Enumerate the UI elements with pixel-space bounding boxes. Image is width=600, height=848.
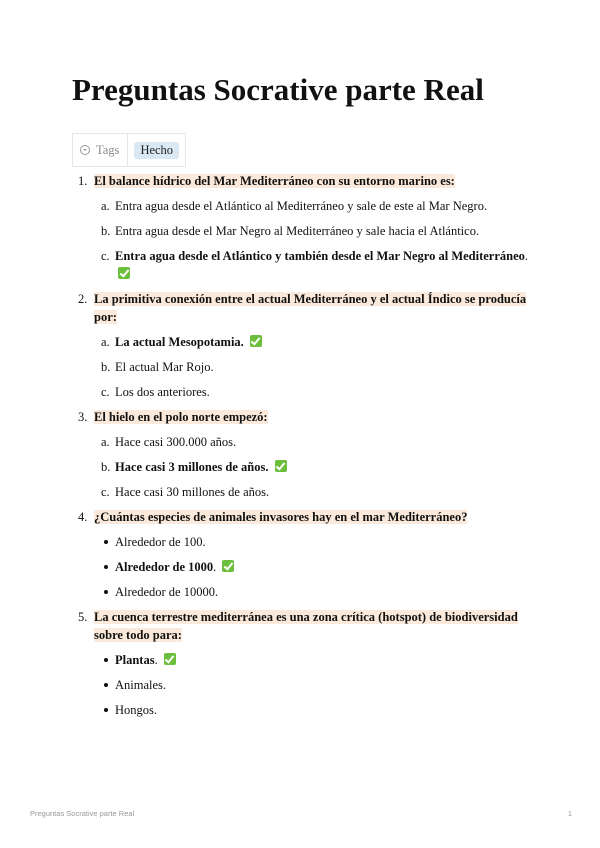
option-text: Los dos anteriores. (115, 385, 210, 399)
question-number: 3. (78, 410, 88, 424)
option-text: Entra agua desde el Atlántico y también desde el Mar Negro al Mediterráneo (115, 249, 525, 263)
answer-option (72, 558, 532, 576)
option-text: Hace casi 3 millones de años. (115, 460, 269, 474)
question-item (72, 408, 532, 426)
option-suffix: . (154, 653, 158, 667)
answer-option (72, 701, 532, 719)
check-mark-icon (164, 653, 176, 665)
dropdown-circle-icon (80, 145, 90, 155)
answer-option (72, 333, 532, 351)
answer-option (72, 651, 532, 669)
check-mark-icon (222, 560, 234, 572)
option-letter: a. (101, 435, 110, 449)
option-suffix: . (524, 249, 529, 263)
answer-option (72, 676, 532, 694)
option-text: Hongos. (115, 703, 158, 717)
check-mark-icon (275, 460, 287, 472)
option-letter: c. (101, 385, 110, 399)
tags-label (73, 134, 128, 166)
option-text: Alrededor de 1000 (115, 560, 214, 574)
option-text: Plantas (115, 653, 155, 667)
question-number: 5. (78, 610, 88, 624)
answer-option (72, 358, 532, 376)
option-letter: c. (101, 485, 110, 499)
answer-option (72, 433, 532, 451)
tag-chip[interactable]: Hecho (134, 142, 179, 159)
option-text: La actual Mesopotamia. (115, 335, 244, 349)
question-item (72, 508, 532, 526)
bullet-icon (104, 565, 108, 569)
answer-option (72, 247, 532, 283)
answer-option (72, 222, 532, 240)
tags-property (72, 133, 186, 167)
question-text: ¿Cuántas especies de animales invasores hay en el mar Mediterráneo? (94, 510, 468, 524)
page-footer (30, 809, 572, 818)
footer-page-number: 1 (567, 809, 572, 818)
option-letter: a. (101, 335, 110, 349)
option-letter: b. (101, 460, 111, 474)
question-text: La primitiva conexión entre el actual Mediterráneo y el actual Índico se producía por: (94, 292, 527, 324)
question-number: 2. (78, 292, 88, 306)
question-item (72, 608, 532, 644)
tags-value[interactable] (128, 134, 185, 166)
option-text: Hace casi 300.000 años. (115, 435, 237, 449)
bullet-icon (104, 658, 108, 662)
option-letter: b. (101, 360, 111, 374)
question-text: La cuenca terrestre mediterránea es una zona crítica (hotspot) de biodiversidad sobre todo para: (94, 610, 518, 642)
option-suffix: . (213, 560, 217, 574)
check-mark-icon (118, 267, 130, 279)
option-text: Entra agua desde el Mar Negro al Mediterráneo y sale hacia el Atlántico. (115, 224, 480, 238)
bullet-icon (104, 540, 108, 544)
bullet-icon (104, 708, 108, 712)
question-number: 1. (78, 174, 88, 188)
option-letter: b. (101, 224, 111, 238)
answer-option (72, 533, 532, 551)
option-letter: c. (101, 249, 110, 263)
check-mark-icon (250, 335, 262, 347)
page-title: Preguntas Socrative parte Real (72, 72, 484, 107)
tags-label-text: Tags (96, 142, 120, 157)
question-text: El balance hídrico del Mar Mediterráneo con su entorno marino es: (94, 174, 455, 188)
answer-option (72, 458, 532, 476)
option-text: Alrededor de 100. (115, 535, 206, 549)
option-text: Alrededor de 10000. (115, 585, 219, 599)
option-text: Animales. (115, 678, 167, 692)
bullet-icon (104, 590, 108, 594)
answer-option (72, 197, 532, 215)
bullet-icon (104, 683, 108, 687)
option-text: Entra agua desde el Atlántico al Mediterráneo y sale de este al Mar Negro. (115, 199, 488, 213)
answer-option (72, 483, 532, 501)
question-text: El hielo en el polo norte empezó: (94, 410, 268, 424)
question-item (72, 290, 532, 326)
option-letter: a. (101, 199, 110, 213)
question-item (72, 172, 532, 190)
answer-option (72, 583, 532, 601)
option-text: Hace casi 30 millones de años. (115, 485, 270, 499)
question-list (72, 165, 532, 719)
option-text: El actual Mar Rojo. (115, 360, 214, 374)
footer-title: Preguntas Socrative parte Real (30, 809, 135, 818)
answer-option (72, 383, 532, 401)
question-number: 4. (78, 510, 88, 524)
